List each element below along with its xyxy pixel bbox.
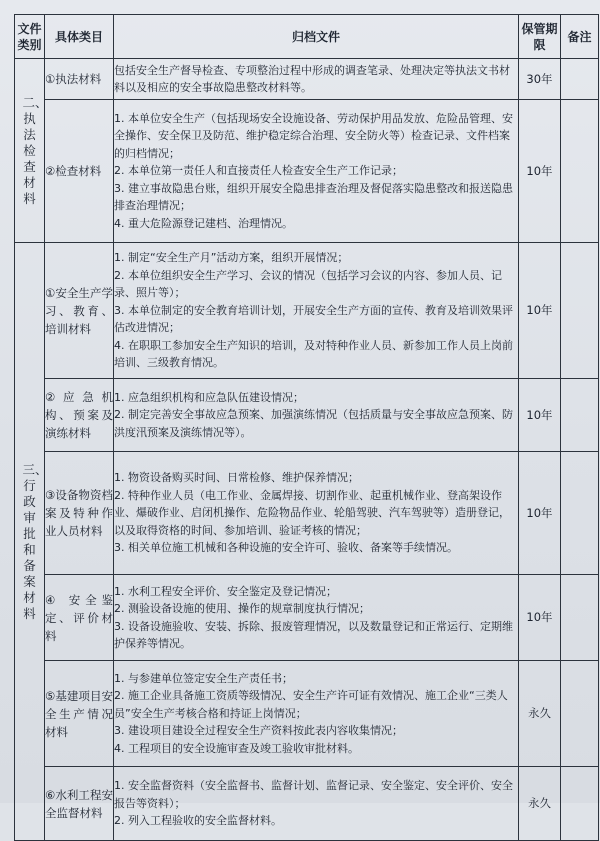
note-cell xyxy=(561,243,599,379)
item-cell: ③设备物资档案及特种作业人员材料 xyxy=(45,452,114,575)
header-period: 保管期限 xyxy=(519,15,561,59)
table-row xyxy=(15,575,599,661)
doc-line: 4. 在职职工参加安全生产知识的培训，及对特种作业人员、新参加工作人员上岗前培训、三级教育情况。 xyxy=(114,338,513,370)
docs-cell xyxy=(114,575,519,661)
item-cell: ② 应 急 机构、预案及演练材料 xyxy=(45,379,114,452)
item-cell: ①安全生产学习、教育、培训材料 xyxy=(45,243,114,379)
period-cell: 10年 xyxy=(519,452,561,575)
docs-cell xyxy=(114,767,519,841)
table-row xyxy=(15,379,599,452)
doc-line: 4. 重大危险源登记建档、治理情况。 xyxy=(114,216,293,230)
doc-line: 1. 与参建单位签定安全生产责任书； xyxy=(114,671,293,685)
table-row xyxy=(15,100,599,243)
doc-line: 2. 特种作业人员（电工作业、金属焊接、切割作业、起重机械作业、登高架设作业、爆破作业、启闭机操作、危险物品作业、轮船驾驶、汽车驾驶等）造册登记，以及取得资格的时间、参加培训、验证考核的情况； xyxy=(114,488,510,537)
archive-table xyxy=(14,14,599,841)
doc-line: 1. 物资设备购买时间、日常检修、维护保养情况； xyxy=(114,471,359,485)
note-cell xyxy=(561,100,599,243)
doc-line: 2. 制定完善安全事故应急预案、加强演练情况（包括质量与安全事故应急预案、防洪度汛预案及演练情况等）。 xyxy=(114,408,513,439)
doc-line: 2. 本单位组织安全生产学习、会议的情况（包括学习会议的内容、参加人员、记录、照片等）； xyxy=(114,268,502,300)
header-archive: 归档文件 xyxy=(114,15,519,59)
item-cell: ①执法材料 xyxy=(45,59,114,100)
doc-line: 1. 水利工程安全评价、安全鉴定及登记情况； xyxy=(114,584,337,598)
item-cell: ⑥水利工程安全监督材料 xyxy=(45,767,114,841)
doc-line: 2. 施工企业具备施工资质等级情况、安全生产许可证有效情况、施工企业“三类人员”安全生产考核合格和持证上岗情况； xyxy=(114,689,508,720)
doc-line: 3. 相关单位施工机械和各种设施的安全许可、验收、备案等手续情况。 xyxy=(114,541,458,555)
table-row xyxy=(15,661,599,767)
category-cell xyxy=(15,59,48,243)
header-category: 文件类别 xyxy=(15,15,45,59)
doc-line: 2. 测验设备设施的使用、操作的规章制度执行情况； xyxy=(114,602,370,615)
doc-line: 2. 列入工程验收的安全监督材料。 xyxy=(114,814,282,828)
note-cell xyxy=(561,452,599,575)
note-cell xyxy=(561,661,599,767)
table-row xyxy=(15,243,599,379)
doc-line: 2. 本单位第一责任人和直接责任人检查安全生产工作记录； xyxy=(114,164,403,178)
header-item: 具体类目 xyxy=(45,15,114,59)
docs-cell xyxy=(114,59,519,100)
docs-cell xyxy=(114,243,519,379)
category-label: 二、执法检查材料 xyxy=(22,94,48,206)
header-note: 备注 xyxy=(561,15,599,59)
period-cell: 永久 xyxy=(519,661,561,767)
note-cell xyxy=(561,59,599,100)
docs-cell xyxy=(114,452,519,575)
doc-line: 1. 制定“安全生产月”活动方案，组织开展情况； xyxy=(114,251,349,265)
period-cell: 30年 xyxy=(519,59,561,100)
period-cell: 10年 xyxy=(519,575,561,661)
table-row xyxy=(15,59,599,100)
doc-line: 3. 建设项目建设全过程安全生产资料按此表内容收集情况； xyxy=(114,724,403,738)
note-cell xyxy=(561,379,599,452)
docs-cell xyxy=(114,379,519,452)
table-row xyxy=(15,767,599,841)
category-label: 三、行政审批和备案材料 xyxy=(22,461,48,621)
table-row xyxy=(15,452,599,575)
doc-line: 1. 安全监督资料（安全监督书、监督计划、监督记录、安全鉴定、安全评价、安全报告等资料）； xyxy=(114,779,513,810)
doc-line: 包括安全生产督导检查、专项整治过程中形成的调查笔录、处理决定等执法文书材料以及相应的安全事故隐患整改材料等。 xyxy=(114,63,510,94)
item-cell: ②检查材料 xyxy=(45,100,114,243)
note-cell xyxy=(561,767,599,841)
doc-line: 1. 应急组织机构和应急队伍建设情况； xyxy=(114,390,304,404)
period-cell: 10年 xyxy=(519,379,561,452)
doc-line: 1. 本单位安全生产（包括现场安全设施设备、劳动保护用品发放、危险品管理、安全操作、安全保卫及防范、维护稳定综合治理、安全防火等）检查记录、文件档案的归档情况； xyxy=(114,111,513,160)
period-cell: 10年 xyxy=(519,100,561,243)
period-cell: 10年 xyxy=(519,243,561,379)
category-cell xyxy=(15,243,48,841)
docs-cell xyxy=(114,100,519,243)
doc-line: 4. 工程项目的安全设施审查及竣工验收审批材料。 xyxy=(114,741,359,755)
item-cell: ④ 安全鉴定、评价材料 xyxy=(45,575,114,661)
note-cell xyxy=(561,575,599,661)
docs-cell xyxy=(114,661,519,767)
item-cell: ⑤基建项目安全生产情况材料 xyxy=(45,661,114,767)
header-row xyxy=(15,15,599,59)
period-cell: 永久 xyxy=(519,767,561,841)
doc-line: 3. 本单位制定的安全教育培训计划，开展安全生产方面的宣传、教育及培训效果评估改进情况； xyxy=(114,303,513,335)
doc-line: 3. 设备设施验收、安装、拆除、报废管理情况，以及数量登记和正常运行、定期维护保养等情况。 xyxy=(114,619,513,650)
doc-line: 3. 建立事故隐患台账，组织开展安全隐患排查治理及督促落实隐患整改和报送隐患排查治理情况； xyxy=(114,181,513,213)
